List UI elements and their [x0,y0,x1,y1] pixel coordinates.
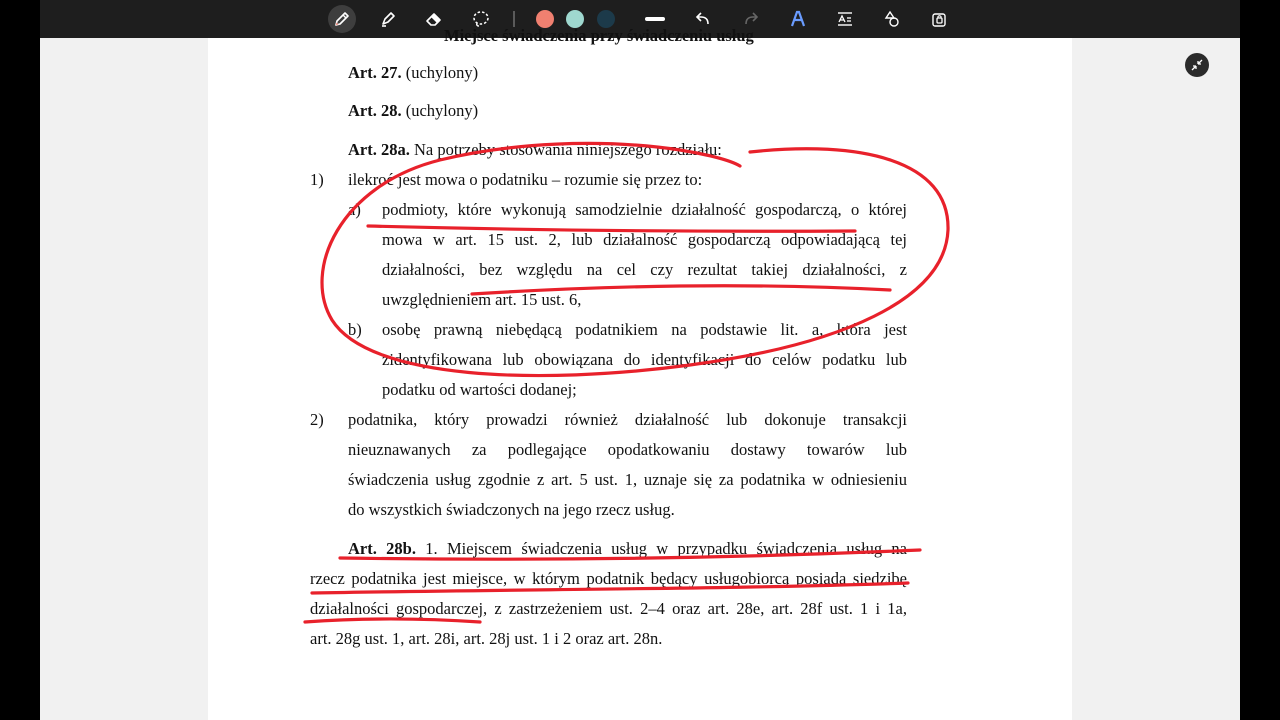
art28b-label: Art. 28b. [348,539,416,558]
section-heading-fragment: Miejsce świadczenia przy świadczeniu usług [444,26,754,45]
eraser-icon [424,9,444,29]
highlighter-tool-button[interactable] [374,5,402,33]
item2-number: 2) [310,410,324,429]
pen-tool-button[interactable] [328,5,356,33]
pen-icon [332,9,352,29]
handwriting-button[interactable] [784,5,812,33]
highlighter-icon [378,9,398,29]
shapes-button[interactable] [878,5,906,33]
art28-text: (uchylony) [405,101,479,120]
art28b-first-line [348,539,907,559]
art28b-text: 1. Miejscem świadczenia usług w przypadku świadczenia usług na [425,539,908,558]
item-a-letter: a) [348,200,361,219]
item-a-line: uwzględnieniem art. 15 ust. 6, [382,290,582,309]
item2-line: do wszystkich świadczonych na jego rzecz usług. [348,500,675,519]
app-window [40,0,1240,720]
art28a-label: Art. 28a. [348,140,410,159]
item2-line: nieuznawanych za podlegające opodatkowaniu dostawy towarów lub [348,440,907,459]
item-a-line: mowa w art. 15 ust. 2, lub działalność gospodarczą odpowiadającą tej [382,230,907,249]
art27-paragraph [348,63,478,83]
item2-line: podatnika, który prowadzi również działalność lub dokonuje transakcji [348,410,907,429]
lock-zoom-button[interactable] [925,5,953,33]
art28b-line: rzecz podatnika jest miejsce, w którym podatnik będący usługobiorcą posiada siedzibę [310,569,907,588]
art28-paragraph [348,101,478,121]
art28a-paragraph [348,140,722,160]
item-b-line: podatku od wartości dodanej; [382,380,577,399]
art28b-line: działalności gospodarczej, z zastrzeżeniem ust. 2–4 oraz art. 28e, art. 28f ust. 1 i 1a, [310,599,907,618]
item1-text: ilekroć jest mowa o podatniku – rozumie się przez to: [348,170,703,189]
text-box-icon [835,9,855,29]
exit-fullscreen-button[interactable] [1185,53,1209,77]
shapes-icon [882,9,902,29]
art28-label: Art. 28. [348,101,402,120]
item2-line: świadczenia usług zgodnie z art. 5 ust. 1, uznaje się za podatnika w odniesieniu [348,470,907,489]
text-box-button[interactable] [831,5,859,33]
collapse-icon [1190,58,1204,72]
art27-text: (uchylony) [405,63,479,82]
item-a-line: działalności, bez względu na cel czy rezultat takiej działalności, z [382,260,907,279]
lock-icon [929,9,949,29]
document-page [208,26,1072,720]
toolbar-divider [513,11,515,27]
item1-number: 1) [310,170,324,189]
art28b-line: art. 28g ust. 1, art. 28i, art. 28j ust. 1 i 2 oraz art. 28n. [310,629,663,648]
stroke-width-button[interactable] [645,17,665,21]
item-b-line: zidentyfikowana lub obowiązana do identyfikacji do celów podatku lub [382,350,907,369]
art28a-text: Na potrzeby stosowania niniejszego rozdziału: [413,140,722,159]
item-a-line: podmioty, które wykonują samodzielnie działalność gospodarczą, o której [382,200,907,219]
handwriting-icon [787,8,809,30]
item-b-letter: b) [348,320,362,339]
item-b-line: osobę prawną niebędącą podatnikiem na podstawie lit. a, która jest [382,320,907,339]
art27-label: Art. 27. [348,63,402,82]
